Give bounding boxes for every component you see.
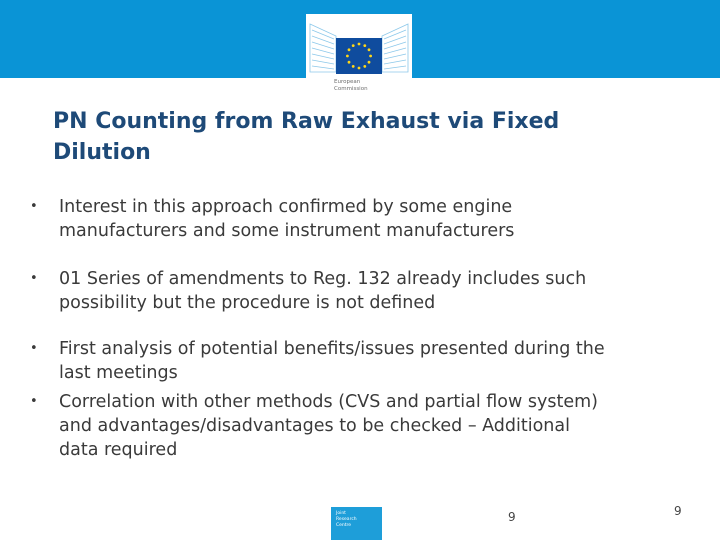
slide-title-line: Dilution bbox=[53, 140, 151, 165]
bullet-text-line: manufacturers and some instrument manufacturers bbox=[59, 221, 515, 241]
logo-text-line: Commission bbox=[334, 86, 368, 92]
bullet-icon: • bbox=[30, 341, 38, 356]
logo-text-line: European bbox=[334, 79, 361, 85]
jrc-logo-text: Research bbox=[336, 517, 357, 522]
bullet-text-line: and advantages/disadvantages to be checked – Additional bbox=[59, 416, 570, 436]
slide-title bbox=[53, 106, 653, 168]
bullet-text-line: First analysis of potential benefits/issues presented during the bbox=[59, 339, 605, 359]
bullet-item bbox=[30, 195, 700, 243]
bullet-text-line: Correlation with other methods (CVS and partial flow system) bbox=[59, 392, 598, 412]
slide-title-line: PN Counting from Raw Exhaust via Fixed bbox=[53, 109, 560, 134]
bullet-icon: • bbox=[30, 271, 38, 286]
jrc-logo-text: Joint bbox=[336, 511, 346, 516]
page-number: 9 bbox=[508, 510, 516, 524]
jrc-logo-text: Centre bbox=[336, 523, 352, 528]
bullet-item bbox=[30, 337, 700, 385]
bullet-item bbox=[30, 390, 700, 462]
bullet-icon: • bbox=[30, 394, 38, 409]
bullet-icon: • bbox=[30, 199, 38, 214]
jrc-logo bbox=[331, 507, 382, 540]
bullet-item bbox=[30, 267, 700, 315]
bullet-text-line: data required bbox=[59, 440, 178, 460]
bullet-text-line: possibility but the procedure is not defined bbox=[59, 293, 436, 313]
bullet-text-line: last meetings bbox=[59, 363, 178, 383]
bullet-text-line: 01 Series of amendments to Reg. 132 already includes such bbox=[59, 269, 587, 289]
bullet-text-line: Interest in this approach confirmed by some engine bbox=[59, 197, 513, 217]
page-number: 9 bbox=[674, 504, 682, 518]
european-commission-logo bbox=[306, 14, 412, 102]
